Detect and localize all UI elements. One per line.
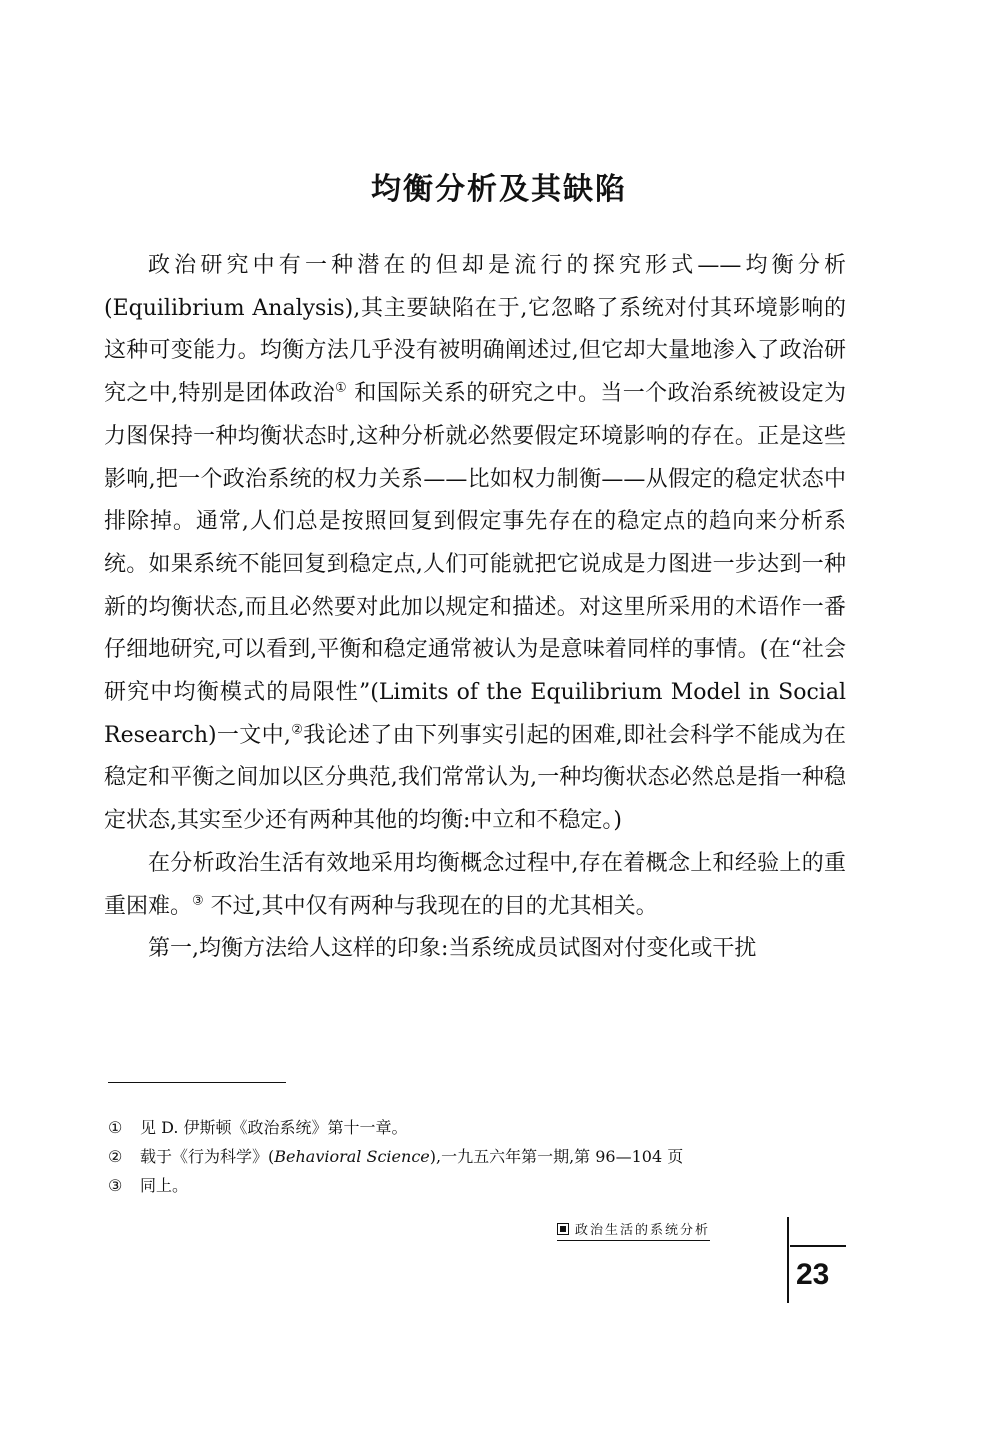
footnote-ref-1[interactable]: ① <box>335 380 348 396</box>
footnote-ref-2[interactable]: ② <box>290 722 304 738</box>
footnote-1 <box>108 1113 848 1142</box>
footer-vertical-rule <box>787 1217 789 1303</box>
paragraph-3: 第一,均衡方法给人这样的印象:当系统成员试图对付变化或干扰 <box>148 936 757 962</box>
paragraph-2 <box>104 843 846 928</box>
book-icon <box>557 1223 569 1235</box>
footnote-3-text: 同上。 <box>140 1176 189 1195</box>
running-footer <box>557 1219 710 1241</box>
footnote-ref-3[interactable]: ③ <box>192 893 204 909</box>
footnote-3 <box>108 1171 848 1200</box>
body-text <box>104 245 846 971</box>
footnote-divider <box>108 1082 286 1083</box>
running-title: 政治生活的系统分析 <box>575 1223 711 1238</box>
footer-rule <box>790 1245 846 1247</box>
footnotes <box>108 1113 848 1200</box>
footnote-2-text <box>140 1142 683 1171</box>
footnote-2-text-post: ),一九五六年第一期,第 96—104 页 <box>429 1147 684 1166</box>
paragraph-2-text-b: 不过,其中仅有两种与我现在的目的尤其相关。 <box>203 893 658 919</box>
chapter-title: 均衡分析及其缺陷 <box>371 172 627 207</box>
footnote-1-mark: ① <box>108 1118 123 1137</box>
footnote-2 <box>108 1142 848 1171</box>
paragraph-1-text-b: 和国际关系的研究之中。当一个政治系统被设定为力图保持一种均衡状态时,这种分析就必然要假定环境影响的存在。正是这些影响,把一个政治系统的权力关系——比如权力制衡——从假定的稳定状态中排除掉。通常,人们总是按照回复到假定事先存在的稳定点的趋向来分析系统。如果系统不能回复到稳定点,人们可能就把它说成是力图进一步达到一种新的均衡状态,而且必然要对此加以规定和描述。对这里所采用的术语作一番仔细地研究,可以看到,平衡和稳定通常被认为是意味着同样的事情。(在“社会研究中均衡模式的局限性”(Limits of the Equilibrium Model in Social Research)一文中, <box>104 381 847 748</box>
paragraph-1 <box>104 245 846 843</box>
footnote-2-text-pre: 载于《行为科学》( <box>140 1147 275 1166</box>
page-number: 23 <box>796 1258 830 1291</box>
footnote-3-mark: ③ <box>108 1176 123 1195</box>
paragraph-1-text-c: 我论述了由下列事实引起的困难,即社会科学不能成为在稳定和平衡之间加以区分典范,我们常常认为,一种均衡状态必然总是指一种稳定状态,其实至少还有两种其他的均衡:中立和不稳定。) <box>104 722 847 834</box>
paragraph-2-text-a: 在分析政治生活有效地采用均衡概念过程中,存在着概念上和经验上的重重困难。 <box>104 850 846 919</box>
footnote-1-text: 见 D. 伊斯顿《政治系统》第十一章。 <box>140 1118 408 1137</box>
paragraph-1-text-a: 政治研究中有一种潜在的但却是流行的探究形式——均衡分析(Equilibrium Analysis),其主要缺陷在于,它忽略了系统对付其环境影响的这种可变能力。均衡方法几乎没有被明确阐述过,但它却大量地渗入了政治研究之中,特别是团体政治 <box>104 253 846 407</box>
footnote-2-mark: ② <box>108 1147 123 1166</box>
footnote-2-journal-title: Behavioral Science <box>274 1147 430 1166</box>
